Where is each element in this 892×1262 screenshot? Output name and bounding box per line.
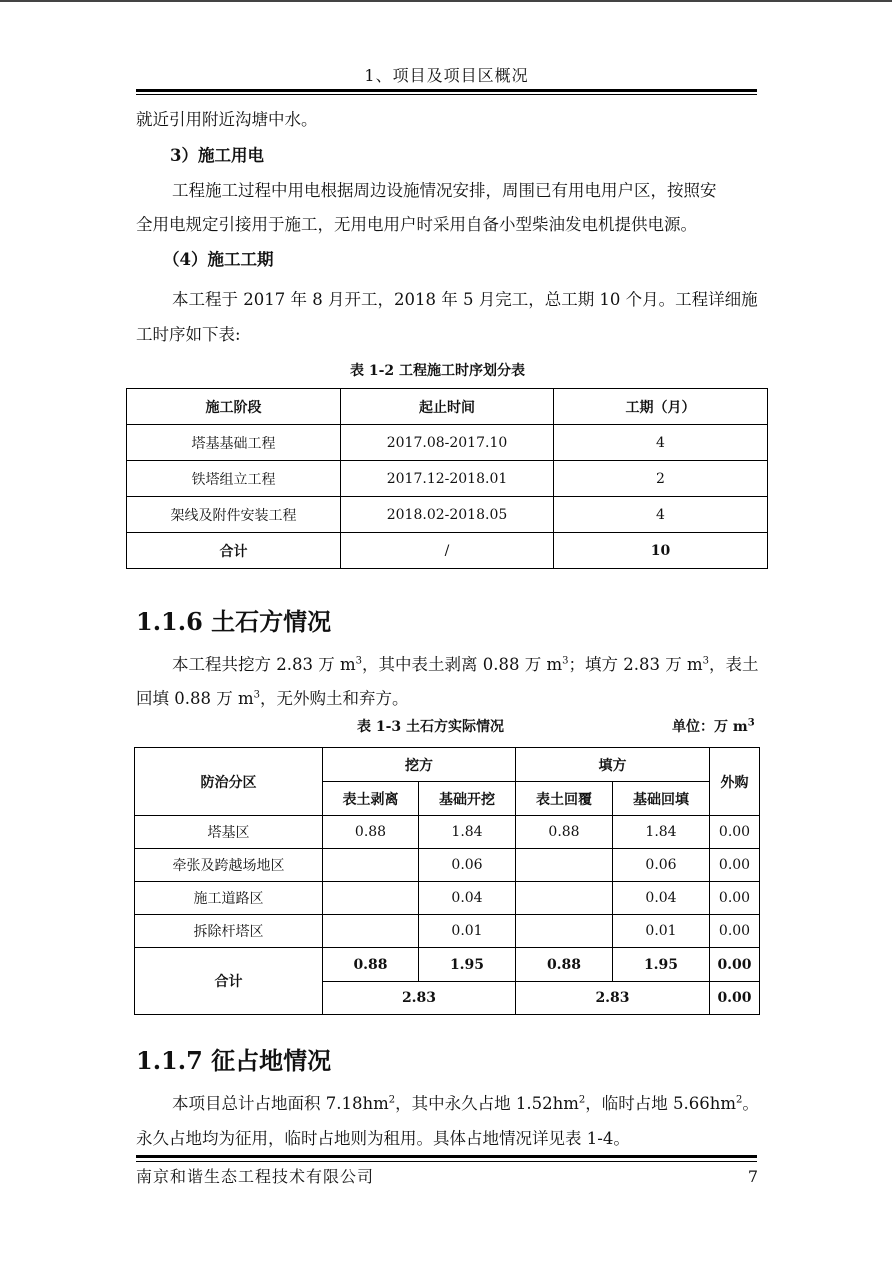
- table-cell: 0.88: [323, 816, 419, 849]
- table-cell: 4: [554, 497, 768, 533]
- table-cell: 塔基区: [135, 816, 323, 849]
- table-cell: 1.95: [419, 948, 516, 982]
- paragraph-continuation: 就近引用附近沟塘中水。: [136, 110, 318, 129]
- table-cell: 0.01: [419, 915, 516, 948]
- header-rule-thin: [136, 94, 757, 95]
- table-cell: 塔基基础工程: [127, 425, 341, 461]
- table-cell: 1.84: [419, 816, 516, 849]
- schedule-text-line2: 工时序如下表:: [136, 325, 241, 344]
- table-cell: 0.06: [419, 849, 516, 882]
- header-cell: 基础回填: [613, 782, 710, 816]
- table-cell: 合计: [127, 533, 341, 569]
- table-total-row: [135, 948, 760, 982]
- schedule-text-line1: 本工程于 2017 年 8 月开工，2018 年 5 月完工，总工期 10 个月。工程详细施: [172, 290, 758, 309]
- subheading-power: 3）施工用电: [170, 146, 264, 165]
- header-cell: 挖方: [323, 748, 516, 782]
- table-cell: [516, 882, 613, 915]
- footer-company: 南京和谐生态工程技术有限公司: [136, 1167, 375, 1186]
- section-heading-1-1-6: 1.1.6 土石方情况: [136, 607, 332, 636]
- subheading-schedule: （4）施工工期: [163, 250, 274, 269]
- table-row: [135, 915, 760, 948]
- table-cell: 施工道路区: [135, 882, 323, 915]
- header-cell: 外购: [710, 748, 760, 816]
- table-row: [135, 816, 760, 849]
- footer-rule-thin: [136, 1161, 757, 1162]
- table-1-3: [134, 747, 760, 1015]
- header-cell: 施工阶段: [127, 389, 341, 425]
- section-heading-1-1-7: 1.1.7 征占地情况: [136, 1046, 332, 1075]
- header-cell: 工期（月）: [554, 389, 768, 425]
- table-cell: [323, 915, 419, 948]
- table-cell: [323, 849, 419, 882]
- land-text-line2: 永久占地均为征用，临时占地则为租用。具体占地情况详见表 1-4。: [136, 1129, 630, 1148]
- header-cell: 填方: [516, 748, 710, 782]
- table-header-row: [127, 389, 768, 425]
- power-text-line1: 工程施工过程中用电根据周边设施情况安排，周围已有用电用户区，按照安: [172, 181, 717, 200]
- table-cell: 0.88: [516, 948, 613, 982]
- table-cell: 铁塔组立工程: [127, 461, 341, 497]
- table-cell: [516, 849, 613, 882]
- table-cell: 0.00: [710, 915, 760, 948]
- earthwork-text-line1: 本工程共挖方 2.83 万 $m^3$，其中表土剥离 0.88 万 $m^3$；填方 2.83 万 $m^3$，表土: [172, 655, 759, 674]
- table-cell: 10: [554, 533, 768, 569]
- header-cell: 基础开挖: [419, 782, 516, 816]
- table-cell: 合计: [135, 948, 323, 1015]
- table-cell: 0.00: [710, 948, 760, 982]
- table-header-row: [135, 748, 760, 782]
- table-cell: 0.04: [613, 882, 710, 915]
- table-cell: 0.00: [710, 882, 760, 915]
- header-rule-thick: [136, 89, 757, 92]
- footer-rule-thick: [136, 1155, 757, 1158]
- table-1-3-unit: 单位：万 $m^3$: [672, 717, 755, 735]
- table-cell: 0.88: [516, 816, 613, 849]
- table-1-2-caption: 表 1-2 工程施工时序划分表: [350, 363, 526, 379]
- table-cell: 0.88: [323, 948, 419, 982]
- table-cell: 0.00: [710, 982, 760, 1015]
- table-cell: 0.04: [419, 882, 516, 915]
- table-cell: 0.06: [613, 849, 710, 882]
- page-number: 7: [747, 1167, 758, 1186]
- table-row: [135, 882, 760, 915]
- table-cell: 2017.12-2018.01: [341, 461, 554, 497]
- table-1-3-caption: 表 1-3 土石方实际情况: [357, 719, 505, 735]
- table-cell: 架线及附件安装工程: [127, 497, 341, 533]
- table-cell: 2.83: [323, 982, 516, 1015]
- land-text-line1: 本项目总计占地面积 $7.18hm^2$，其中永久占地 $1.52hm^2$，临时占地 $5.66hm^2$。: [172, 1094, 759, 1113]
- table-cell: 0.00: [710, 849, 760, 882]
- table-row: [127, 425, 768, 461]
- table-row: [135, 849, 760, 882]
- table-cell: [323, 882, 419, 915]
- table-cell: 2: [554, 461, 768, 497]
- table-1-2: [126, 388, 768, 569]
- table-cell: 2017.08-2017.10: [341, 425, 554, 461]
- table-cell: 2018.02-2018.05: [341, 497, 554, 533]
- table-cell: 2.83: [516, 982, 710, 1015]
- power-text-line2: 全用电规定引接用于施工，无用电用户时采用自备小型柴油发电机提供电源。: [136, 215, 697, 234]
- header-cell: 起止时间: [341, 389, 554, 425]
- table-row: [127, 497, 768, 533]
- table-cell: 0.01: [613, 915, 710, 948]
- table-cell: 1.84: [613, 816, 710, 849]
- table-cell: 拆除杆塔区: [135, 915, 323, 948]
- table-row: [127, 461, 768, 497]
- table-cell: 4: [554, 425, 768, 461]
- table-cell: 0.00: [710, 816, 760, 849]
- header-cell: 表土回覆: [516, 782, 613, 816]
- table-cell: /: [341, 533, 554, 569]
- running-header: 1、项目及项目区概况: [364, 66, 529, 85]
- header-cell: 表土剥离: [323, 782, 419, 816]
- top-border: [0, 0, 892, 2]
- table-cell: [516, 915, 613, 948]
- earthwork-text-line2: 回填 0.88 万 $m^3$，无外购土和弃方。: [136, 689, 409, 708]
- table-cell: 牵张及跨越场地区: [135, 849, 323, 882]
- table-cell: 1.95: [613, 948, 710, 982]
- header-cell: 防治分区: [135, 748, 323, 816]
- table-total-row: [127, 533, 768, 569]
